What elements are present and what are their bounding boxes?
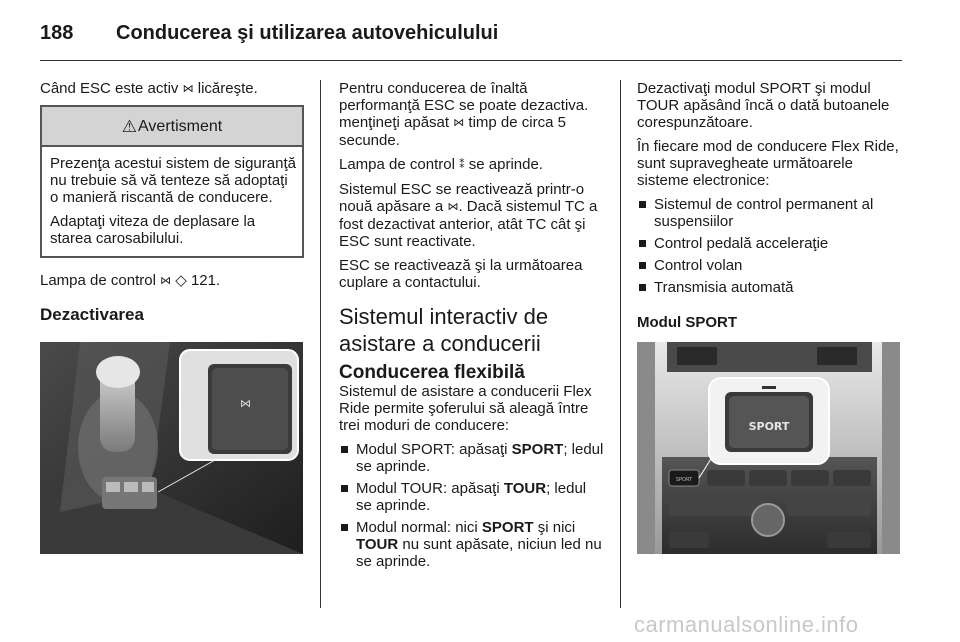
esc-icon: ⋈ xyxy=(160,275,172,287)
list-item: Modul SPORT: apăsaţi SPORT; ledul se aprinde. xyxy=(339,441,605,475)
column-divider-1 xyxy=(320,80,321,608)
esc-icon: ⋈ xyxy=(182,83,194,95)
header-divider xyxy=(40,60,902,61)
section-heading: Sistemul interactiv de asistare a conducerii xyxy=(339,304,549,356)
esc-icon: ⋈ xyxy=(453,117,465,129)
center-console-image xyxy=(40,342,303,554)
sport-button-label: SPORT xyxy=(748,420,790,433)
warning-icon: ⚠ xyxy=(121,116,138,136)
mini-sport-label: SPORT xyxy=(675,477,693,483)
flexride-intro: Sistemul de asistare a conducerii Flex Ride permite şoferului să aleagă între trei moduri de conducere: xyxy=(339,383,592,434)
warning-header xyxy=(42,107,302,147)
svg-text:⋈: ⋈ xyxy=(240,397,251,410)
warning-box xyxy=(40,105,304,258)
list-item: Transmisia automată xyxy=(637,279,903,296)
deactivate-heading: Dezactivarea xyxy=(40,305,144,324)
column-2 xyxy=(339,80,605,575)
list-item: Modul normal: nici SPORT şi nici TOUR nu sunt apăsate, niciun led nu se aprinde. xyxy=(339,519,605,570)
ignition-reactivate-text: ESC se reactivează şi la următoarea cuplare a contactului. xyxy=(339,257,583,291)
sport-mode-heading: Modul SPORT xyxy=(637,314,737,331)
list-item: Sistemul de control permanent al suspensiilor xyxy=(637,196,903,230)
column-3 xyxy=(637,80,903,341)
watermark: carmanualsonline.info xyxy=(634,612,859,637)
esc-off-icon: ⁑ xyxy=(459,159,465,171)
monitored-systems-intro: În fiecare mod de conducere Flex Ride, sunt supravegheate următoarele sisteme electronice: xyxy=(637,138,899,189)
subsection-heading: Conducerea flexibilă xyxy=(339,362,525,383)
page-ref-icon: ◇ xyxy=(175,272,187,289)
lamp-lights-text: Lampa de control ⁑ se aprinde. xyxy=(339,156,543,173)
warning-body xyxy=(42,147,302,256)
page-number: 188 xyxy=(40,22,74,44)
page-title: Conducerea şi utilizarea autovehiculului xyxy=(116,22,499,44)
sport-button-image xyxy=(637,342,900,554)
esc-icon: ⋈ xyxy=(447,201,459,213)
deactivate-text: Pentru conducerea de înaltă performanţă ESC se poate dezactiva. menţineţi apăsat ⋈ timp de circa 5 secunde. xyxy=(339,80,589,149)
list-item: Control volan xyxy=(637,257,903,274)
warning-text-1: Prezenţa acestui sistem de siguranţă nu trebuie să vă tenteze să adoptaţi o manieră riscantă de conducere. xyxy=(50,155,296,206)
warning-title: Avertisment xyxy=(138,117,223,135)
column-1 xyxy=(40,80,304,333)
center-console-illustration xyxy=(40,342,303,554)
sport-button-illustration xyxy=(637,342,900,554)
deactivate-modes-text: Dezactivaţi modul SPORT şi modul TOUR apăsând încă o dată butoanele corespunzătoare. xyxy=(637,80,890,131)
column-divider-2 xyxy=(620,80,621,608)
reactivate-text: Sistemul ESC se reactivează printr-o nouă apăsare a ⋈. Dacă sistemul TC a fost dezactivat anterior, atât TC cât şi ESC sunt reactivate. xyxy=(339,181,598,250)
esc-active-text: Când ESC este activ ⋈ licăreşte. xyxy=(40,80,258,97)
page-header xyxy=(40,22,900,62)
control-lamp-ref: Lampa de control ⋈ ◇ 121. xyxy=(40,272,221,289)
list-item: Control pedală acceleraţie xyxy=(637,235,903,252)
warning-text-2: Adaptaţi viteza de deplasare la starea carosabilului. xyxy=(50,213,256,247)
list-item: Modul TOUR: apăsaţi TOUR; ledul se aprinde. xyxy=(339,480,605,514)
